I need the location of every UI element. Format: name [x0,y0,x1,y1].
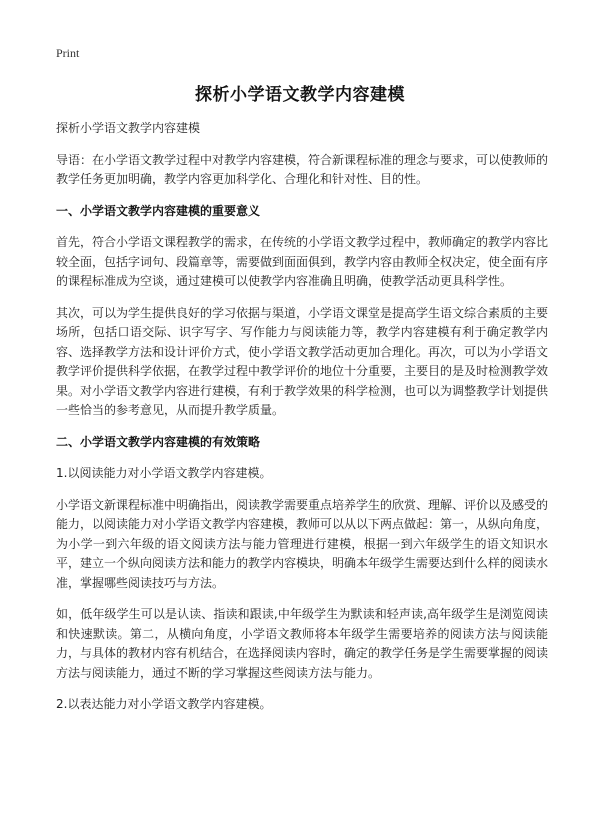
section2-paragraph-1: 小学语文新课程标准中明确指出，阅读教学需要重点培养学生的欣赏、理解、评价以及感受的能力，以阅读能力对小学语文教学内容建模，教师可以从以下两点做起：第一，从纵向角度，为小学一到六年级的语文阅读方法与能力管理进行建模，根据一到六年级学生的语文知识水平，建立一个纵向阅读方法和能力的教学内容模块，明确本年级学生需要达到什么样的阅读水准，掌握哪些阅读技巧与方法。 [56,497,549,590]
article-subtitle: 探析小学语文教学内容建模 [56,121,201,135]
section1-paragraph-2: 其次，可以为学生提供良好的学习依据与渠道，小学语文课堂是提高学生语文综合素质的主要场所，包括口语交际、识字写字、写作能力与阅读能力等，教学内容建模有利于确定教学内容、选择教学方法和设计评价方式，使小学语文教学活动更加合理化。再次，可以为小学语文教学评价提供科学依据，在教学过程中教学评价的地位十分重要，主要目的是及时检测教学效果。对小学语文教学内容进行建模，有利于教学效果的科学检测，也可以为调整教学计划提供一些恰当的参考意见，从而提升教学质量。 [56,305,549,417]
page-title: 探析小学语文教学内容建模 [195,85,405,105]
section1-paragraph-1: 首先，符合小学语文课程教学的需求，在传统的小学语文教学过程中，教师确定的教学内容比较全面，包括字词句、段篇章等，需要做到面面俱到，教学内容由教师全权决定，使全面有序的课程标准成为空谈，通过建模可以使教学内容准确且明确，使教学活动更具科学性。 [56,235,549,288]
section2-point-1: 1.以阅读能力对小学语文教学内容建模。 [56,466,272,480]
article-body [56,119,548,727]
section2-point-2: 2.以表达能力对小学语文教学内容建模。 [56,697,272,711]
print-label[interactable]: Print [56,46,80,60]
intro-paragraph: 导语：在小学语文教学过程中对教学内容建模，符合新课程标准的理念与要求，可以使教师的教学任务更加明确，教学内容更加科学化、合理化和针对性、目的性。 [56,152,549,186]
section2-paragraph-2: 如，低年级学生可以是认读、指读和跟读,中年级学生为默读和轻声读,高年级学生是浏览阅读和快速默读。第二，从横向角度，小学语文教师将本年级学生需要培养的阅读方法与阅读能力，与具体的教材内容有机结合，在选择阅读内容时，确定的教学任务是学生需要掌握的阅读方法与阅读能力，通过不断的学习掌握这些阅读方法与能力。 [56,607,549,680]
section1-heading: 一、小学语文教学内容建模的重要意义 [56,203,261,218]
section2-heading: 二、小学语文教学内容建模的有效策略 [56,434,261,449]
